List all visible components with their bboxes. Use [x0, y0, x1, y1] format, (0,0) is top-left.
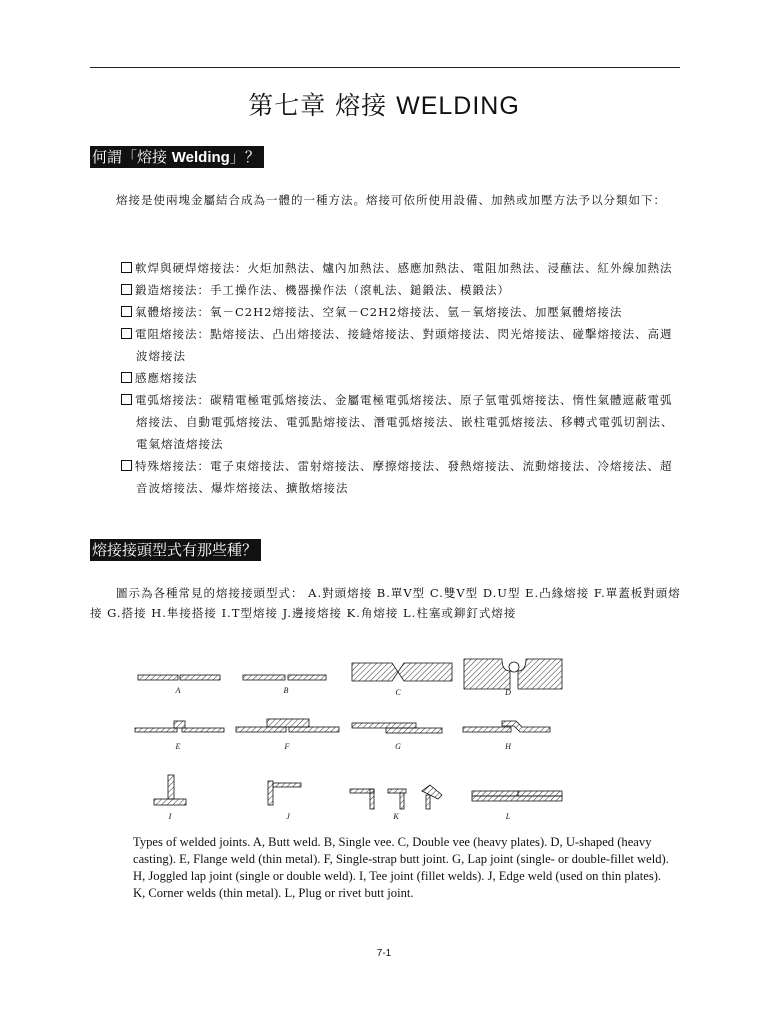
- checkbox-icon: [121, 460, 132, 471]
- joint-b-diagram: [243, 675, 326, 680]
- joint-i-diagram: [154, 775, 186, 805]
- checkbox-icon: [121, 284, 132, 295]
- joint-label: L: [505, 812, 511, 821]
- joint-label: C: [395, 688, 401, 697]
- checkbox-icon: [121, 328, 132, 339]
- chapter-title-en: WELDING: [396, 92, 520, 120]
- joint-e-diagram: [135, 721, 224, 732]
- joint-d-diagram: [464, 659, 562, 689]
- joint-label: H: [505, 742, 511, 751]
- joint-k-diagram: [350, 785, 442, 809]
- joint-g-diagram: [352, 723, 442, 733]
- checkbox-icon: [121, 306, 132, 317]
- intro-paragraph: 熔接是使兩塊金屬結合成為一體的一種方法。熔接可依所使用設備、加熱或加壓方法予以分類如下：: [116, 193, 666, 207]
- joint-label: A: [175, 686, 181, 695]
- checkbox-icon: [121, 372, 132, 383]
- top-rule: [90, 67, 680, 68]
- joint-label: I: [168, 812, 172, 821]
- joint-label: G: [395, 742, 401, 751]
- joint-label: J: [286, 812, 290, 821]
- section-heading-joint-types: 熔接接頭型式有那些種？: [90, 539, 261, 561]
- joint-label: K: [393, 812, 399, 821]
- joint-h-diagram: [463, 721, 550, 732]
- page-number: 7-1: [376, 948, 392, 959]
- list-item: 電阻熔接法：點熔接法、凸出熔接法、接縫熔接法、對頭熔接法、閃光熔接法、碰擊熔接法、高週波熔接法: [121, 323, 681, 367]
- list-item: 軟焊與硬焊熔接法：火炬加熱法、爐內加熱法、感應加熱法、電阻加熱法、浸蘸法、紅外線加熱法: [121, 257, 681, 279]
- welding-methods-list: [121, 257, 681, 499]
- figure-caption: Types of welded joints. A, Butt weld. B, Single vee. C, Double vee (heavy plates). D, U-shaped (heavy casting). E, Flange weld (thin metal). F, Single-strap butt joint. G, Lap joint (single- or double-fillet weld). H, Joggled lap joint (single or double weld). I, Tee joint (fillet welds). J, Edge weld (used on thin plates). K, Corner welds (thin metal). L, Plug or rivet butt joint.: [133, 835, 669, 900]
- list-item: 特殊熔接法：電子束熔接法、雷射熔接法、摩擦熔接法、發熱熔接法、流動熔接法、冷熔接法、超音波熔接法、爆炸熔接法、擴散熔接法: [121, 455, 681, 499]
- joint-label: E: [175, 742, 181, 751]
- chapter-title-cn: 第七章 熔接: [248, 91, 388, 120]
- list-item: 氣體熔接法：氧－C2H2熔接法、空氣－C2H2熔接法、氫－氧熔接法、加壓氣體熔接法: [121, 301, 681, 323]
- section-heading-what-is-welding: 何謂「熔接 Welding」？: [90, 146, 264, 168]
- joint-j-diagram: [268, 781, 301, 805]
- joint-label: D: [505, 688, 511, 697]
- checkbox-icon: [121, 394, 132, 405]
- chapter-title: [0, 86, 768, 122]
- joint-label: F: [284, 742, 290, 751]
- list-item: 感應熔接法: [121, 367, 681, 389]
- joint-label: B: [283, 686, 289, 695]
- list-item: 鍛造熔接法：手工操作法、機器操作法（滾軋法、鎚鍛法、模鍛法）: [121, 279, 681, 301]
- joint-c-diagram: [352, 663, 452, 681]
- joint-f-diagram: [236, 719, 339, 732]
- welded-joints-figure: [130, 655, 570, 825]
- list-item: 電弧熔接法：碳精電極電弧熔接法、金屬電極電弧熔接法、原子氫電弧熔接法、惰性氣體遮蔽電弧熔接法、自動電弧熔接法、電弧點熔接法、潛電弧熔接法、嵌柱電弧熔接法、移轉式電弧切割法、電氣熔渣熔接法: [121, 389, 681, 455]
- checkbox-icon: [121, 262, 132, 273]
- joint-a-diagram: [138, 675, 220, 680]
- joint-l-diagram: [472, 791, 562, 801]
- joints-intro-paragraph: 圖示為各種常見的熔接接頭型式： A.對頭熔接 B.單Ⅴ型 C.雙Ⅴ型 D.U型 E.凸緣熔接 F.單蓋板對頭熔接 G.搭接 H.隼接搭接 I.T型熔接 J.邊接熔接 K.角熔接 L.柱塞或鉚釘式熔接: [90, 586, 681, 620]
